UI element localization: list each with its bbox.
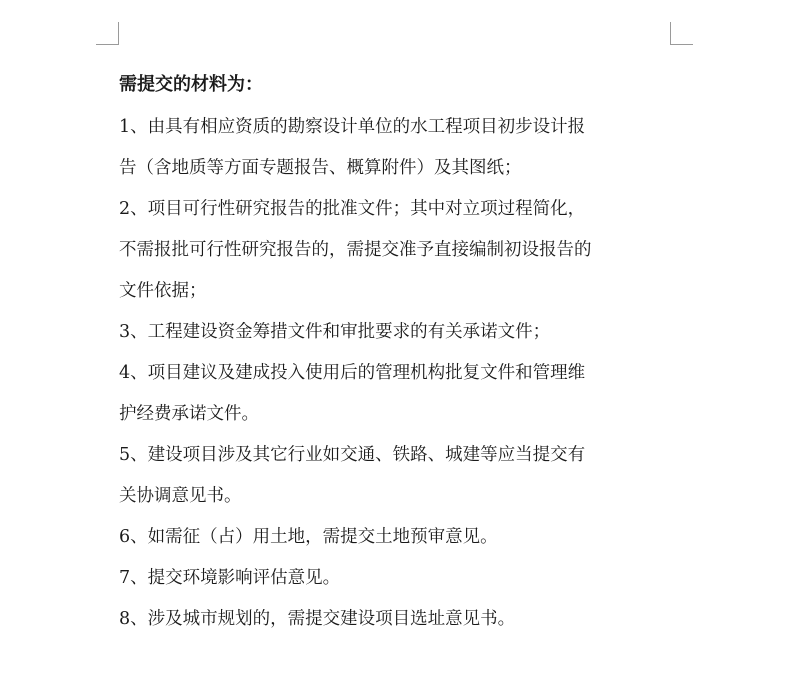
- document-heading: 需提交的材料为：: [119, 74, 263, 95]
- document-lines: [119, 112, 679, 634]
- text-line: 8、涉及城市规划的，需提交建设项目选址意见书。: [119, 609, 516, 629]
- text-line: 5、建设项目涉及其它行业如交通、铁路、城建等应当提交有: [119, 445, 586, 465]
- text-line: 告（含地质等方面专题报告、概算附件）及其图纸；: [119, 158, 522, 178]
- text-line: 3、工程建设资金筹措文件和审批要求的有关承诺文件；: [119, 322, 551, 342]
- text-line: 文件依据；: [119, 281, 207, 301]
- document-body[interactable]: [119, 70, 679, 634]
- text-line: 关协调意见书。: [119, 486, 242, 506]
- text-line: 2、项目可行性研究报告的批准文件；其中对立项过程简化，: [119, 199, 586, 219]
- text-line: 6、如需征（占）用土地，需提交土地预审意见。: [119, 527, 498, 547]
- page-corner-mark-right: [670, 22, 693, 45]
- text-line: 不需报批可行性研究报告的，需提交准予直接编制初设报告的: [119, 240, 592, 260]
- page-corner-mark-left: [96, 22, 119, 45]
- text-line: 7、提交环境影响评估意见。: [119, 568, 341, 588]
- text-line: 1、由具有相应资质的勘察设计单位的水工程项目初步设计报: [119, 117, 586, 137]
- text-line: 护经费承诺文件。: [119, 404, 259, 424]
- text-line: 4、项目建议及建成投入使用后的管理机构批复文件和管理维: [119, 363, 586, 383]
